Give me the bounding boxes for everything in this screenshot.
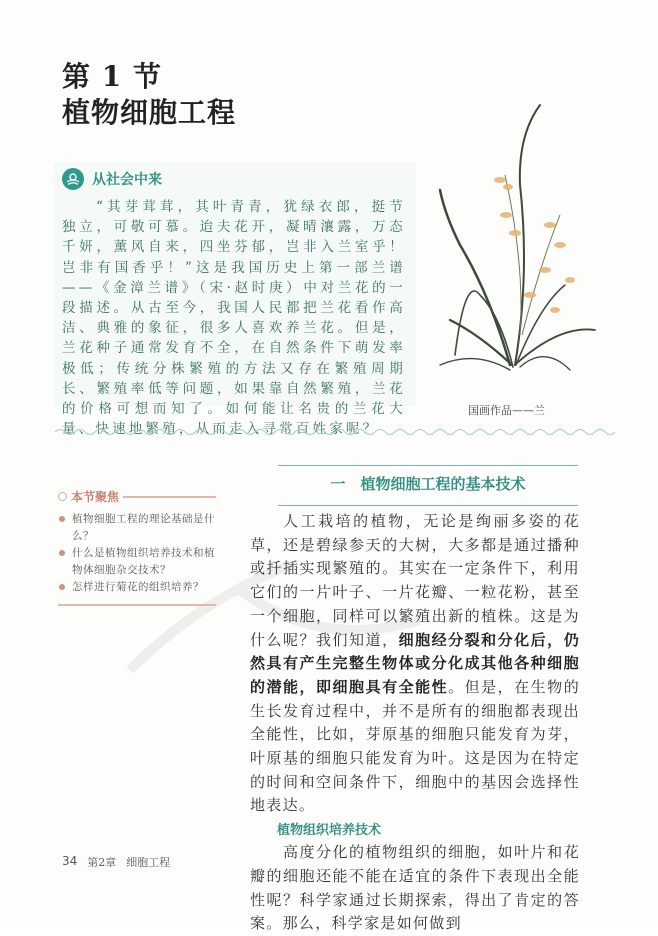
page-number: 34 [62, 854, 78, 868]
focus-bullet-icon [58, 492, 67, 501]
paragraph [250, 510, 580, 818]
intro-text: “其芽茸茸，其叶青青，犹绿衣郎，挺节独立，可敬可慕。迨夫花开，凝晴瀼露，万态千妍，薰风自来，四坐芬郁，岂非入兰室乎！岂非有国香乎！”这是我国历史上第一部兰谱——《金漳兰谱》（宋·赵时庚）中对兰花的一段描述。从古至今，我国人民都把兰花看作高洁、典雅的象征，很多人喜欢养兰花。但是，兰花种子通常发育不全，在自然条件下萌发率极低；传统分株繁殖的方法又存在繁殖周期长、繁殖率低等问题，如果靠自然繁殖，兰花的价格可想而知了。如何能让名贵的兰花大量、快速地繁殖，从而走入寻常百姓家呢？ [62, 199, 406, 438]
focus-item: 什么是植物组织培养技术和植物体细胞杂交技术？ [58, 545, 216, 579]
focus-rule-bottom [58, 604, 216, 606]
paragraph: 高度分化的植物组织的细胞，如叶片和花瓣的细胞还能不能在适宜的条件下表现出全能性呢？科学家通过长期探索，得出了肯定的答案。那么，科学家是如何做到 [250, 843, 580, 933]
key-concept: 细胞经分裂和分化后，仍然具有产生完整生物体或分化成其他各种细胞的潜能，即细胞具有全能性 [250, 630, 580, 696]
wavy-divider [55, 426, 610, 438]
intro-label: 从社会中来 [92, 172, 162, 188]
focus-rule [123, 496, 216, 498]
orchid-painting [420, 95, 610, 395]
chapter-title: 细胞工程 [126, 856, 171, 869]
subsection-body [250, 841, 580, 936]
subsection-heading: 植物组织培养技术 [277, 823, 382, 839]
section-heading: 一 植物细胞工程的基本技术 [330, 475, 526, 493]
chapter-number: 第2章 [87, 856, 117, 869]
text: 。但是，在生物的生长发育过程中，并不是所有的细胞都表现出全能性，比如，芽原基的细胞只能发育为芽，叶原基的细胞只能发育为叶。这是因为在特定的时间和空间条件下，细胞中的基因会选择性地表达。 [250, 677, 580, 815]
text: 人工栽培的植物，无论是绚丽多姿的花草，还是碧绿参天的大树，大多都是通过播种或扦插实现繁殖的。其实在一定条件下，利用它们的一片叶子、一片花瓣、一粒花粉，甚至一个细胞，同样可以繁殖出新的植株。这是为什么呢？我们知道， [250, 512, 580, 649]
section-rule-top [278, 465, 578, 466]
page-footer [62, 854, 170, 870]
painting-caption: 国画作品——兰 [468, 404, 545, 417]
section-body [250, 510, 580, 818]
focus-item: 植物细胞工程的理论基础是什么？ [58, 511, 216, 545]
section-rule-bottom [278, 505, 578, 506]
intro-header [62, 168, 162, 190]
section-title: 植物细胞工程 [62, 96, 237, 129]
society-icon [62, 168, 84, 190]
focus-item: 怎样进行菊花的组织培养？ [58, 579, 216, 596]
focus-box [58, 488, 216, 606]
main-column [250, 510, 580, 936]
focus-label: 本节聚焦 [71, 490, 120, 504]
section-number: 第 1 节 [62, 60, 162, 93]
